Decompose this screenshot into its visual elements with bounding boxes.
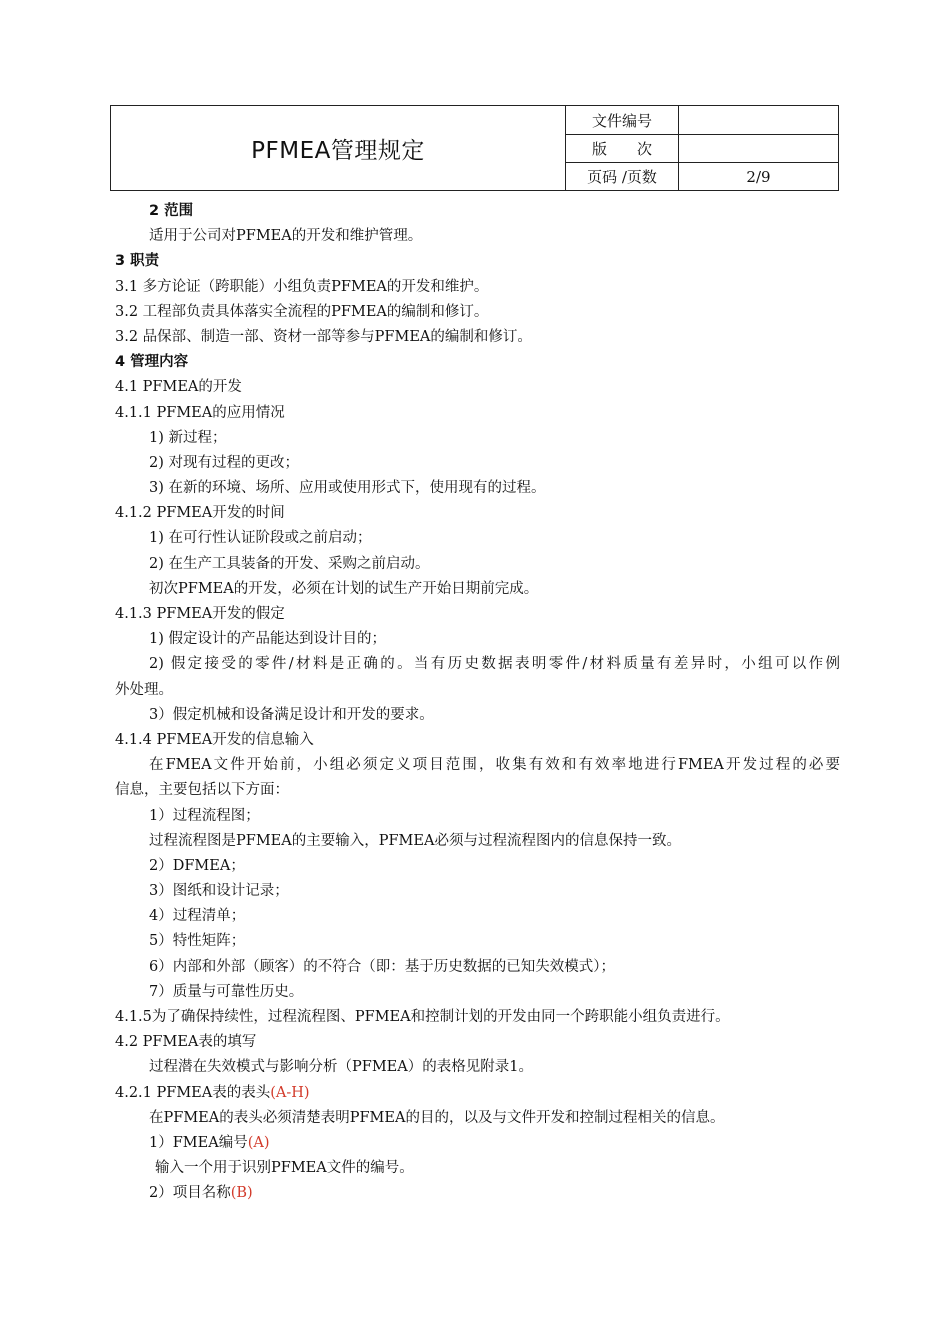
item-label: 2）项目名称	[149, 1185, 231, 1202]
section-4-2-1	[115, 1081, 840, 1106]
list-item: 2）DFMEA；	[149, 857, 245, 874]
list-item: 4）过程清单；	[149, 908, 246, 925]
document-header-table	[110, 105, 839, 191]
list-item: 2) 假定接受的零件/材料是正确的。当有历史数据表明零件/材料质量有差异时，小组可以作例	[149, 656, 840, 673]
section-4-1-4: 4.1.4 PFMEA开发的信息输入	[115, 731, 314, 748]
section-4-heading: 4 管理内容	[115, 354, 189, 371]
page-value: 2/9	[679, 163, 839, 191]
list-item: 1) 新过程；	[149, 429, 227, 446]
document-body	[115, 199, 840, 1207]
section-4-1-1: 4.1.1 PFMEA的应用情况	[115, 404, 285, 421]
list-item: 7）质量与可靠性历史。	[149, 983, 304, 1000]
list-item	[115, 1181, 840, 1206]
list-item: 1) 在可行性认证阶段或之前启动；	[149, 530, 372, 547]
paragraph: 初次PFMEA的开发，必须在计划的试生产开始日期前完成。	[149, 580, 539, 597]
doc-number-label: 文件编号	[566, 106, 679, 135]
document-title: PFMEA管理规定	[111, 106, 566, 191]
section-4-1: 4.1 PFMEA的开发	[115, 379, 242, 396]
section-4-2: 4.2 PFMEA表的填写	[115, 1034, 257, 1051]
page-label: 页码 /页数	[566, 163, 679, 191]
paragraph: 过程潜在失效模式与影响分析（PFMEA）的表格见附录1。	[149, 1059, 533, 1076]
list-item: 6）内部和外部（顾客）的不符合（即：基于历史数据的已知失效模式）；	[149, 958, 615, 975]
version-value	[679, 135, 839, 163]
paragraph: 过程流程图是PFMEA的主要输入，PFMEA必须与过程流程图内的信息保持一致。	[149, 832, 681, 849]
item-ref: (B)	[230, 1185, 253, 1202]
item-ref: (A)	[247, 1134, 270, 1151]
section-3-1: 3.1 多方论证（跨职能）小组负责PFMEA的开发和维护。	[115, 278, 489, 295]
list-item: 5）特性矩阵；	[149, 933, 246, 950]
paragraph: 在PFMEA的表头必须清楚表明PFMEA的目的，以及与文件开发和控制过程相关的信息。	[149, 1109, 725, 1126]
list-item: 3）图纸和设计记录；	[149, 883, 289, 900]
list-item: 1) 假定设计的产品能达到设计目的；	[149, 631, 386, 648]
version-label: 版 次	[566, 135, 679, 163]
section-4-1-5: 4.1.5为了确保持续性，过程流程图、PFMEA和控制计划的开发由同一个跨职能小组负责进行。	[115, 1009, 730, 1025]
list-item: 3）假定机械和设备满足设计和开发的要求。	[149, 706, 434, 723]
item-label: 1）FMEA编号	[149, 1134, 248, 1151]
section-3-heading: 3 职责	[115, 253, 160, 270]
section-3-2b: 3.2 品保部、制造一部、资材一部等参与PFMEA的编制和修订。	[115, 328, 532, 345]
paragraph: 在FMEA文件开始前，小组必须定义项目范围，收集有效和有效率地进行FMEA开发过程的必要	[149, 757, 840, 774]
section-4-2-1-label: 4.2.1 PFMEA表的表头	[115, 1084, 271, 1101]
list-item: 1）过程流程图；	[149, 807, 260, 824]
section-4-1-3: 4.1.3 PFMEA开发的假定	[115, 606, 285, 622]
list-item: 2) 在生产工具装备的开发、采购之前启动。	[149, 555, 430, 572]
list-item: 3) 在新的环境、场所、应用或使用形式下，使用现有的过程。	[149, 480, 546, 497]
list-item: 2) 对现有过程的更改；	[149, 454, 299, 471]
section-4-2-1-ref: (A-H)	[270, 1084, 310, 1101]
list-item	[115, 1131, 840, 1156]
section-3-2a: 3.2 工程部负责具体落实全流程的PFMEA的编制和修订。	[115, 303, 489, 320]
section-2-heading: 2 范围	[149, 203, 194, 219]
section-2-text: 适用于公司对PFMEA的开发和维护管理。	[149, 228, 423, 245]
list-item-continued: 外处理。	[115, 681, 173, 698]
section-4-1-2: 4.1.2 PFMEA开发的时间	[115, 505, 285, 522]
doc-number-value	[679, 106, 839, 135]
paragraph-continued: 信息，主要包括以下方面：	[115, 782, 289, 799]
paragraph: 输入一个用于识别PFMEA文件的编号。	[155, 1160, 414, 1177]
